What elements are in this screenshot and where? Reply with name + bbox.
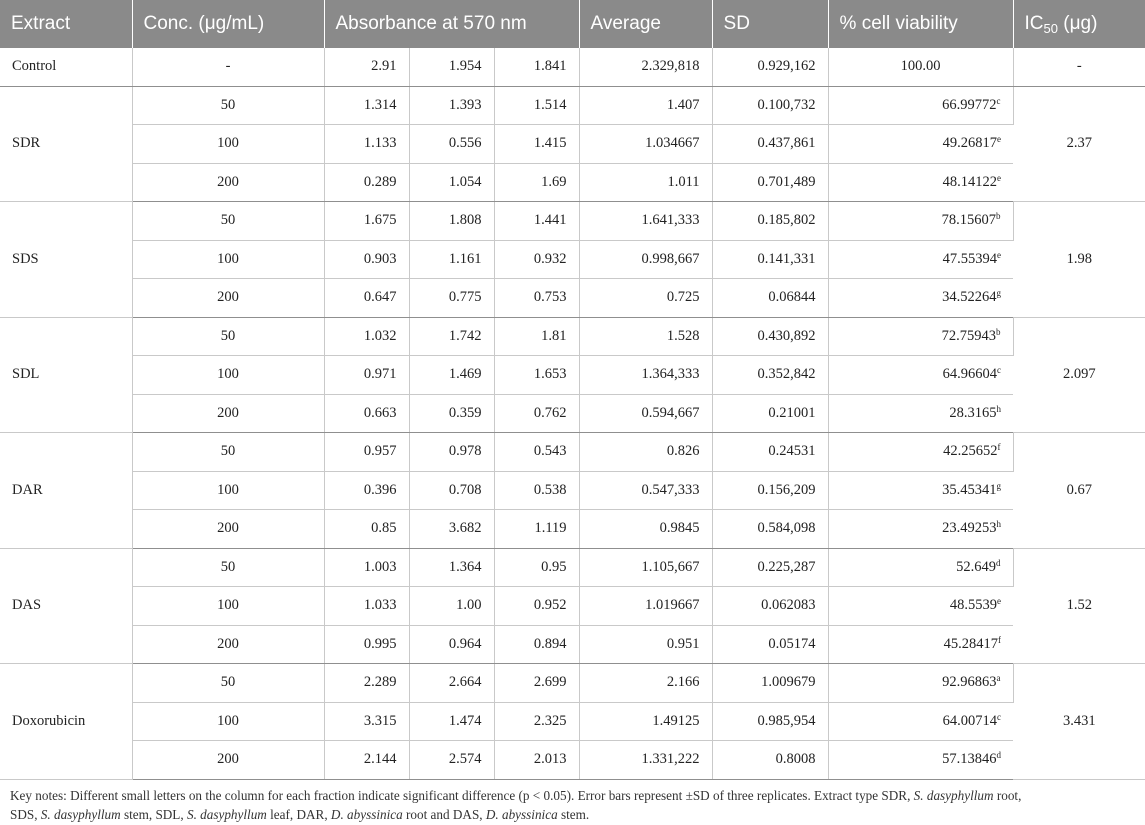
absorbance-3-cell: 2.325 <box>494 702 579 741</box>
absorbance-1-cell: 0.903 <box>324 240 409 279</box>
viability-value: 72.75943 <box>941 327 997 344</box>
extract-name: DAR <box>0 433 132 549</box>
sd-cell: 0.352,842 <box>712 356 828 395</box>
significance-letter: c <box>996 95 1001 106</box>
absorbance-1-cell: 0.971 <box>324 356 409 395</box>
sd-cell: 1.009679 <box>712 664 828 703</box>
header-row <box>0 0 1145 48</box>
absorbance-2-cell: 2.664 <box>409 664 494 703</box>
absorbance-3-cell: 2.013 <box>494 741 579 780</box>
control-row <box>0 48 1145 86</box>
viability-value: 49.26817 <box>942 135 998 152</box>
absorbance-2-cell: 1.364 <box>409 548 494 587</box>
absorbance-3-cell: 1.69 <box>494 163 579 202</box>
table-body <box>0 48 1145 779</box>
conc-cell: 50 <box>132 317 324 356</box>
average-cell: 1.331,222 <box>579 741 712 780</box>
significance-letter: d <box>996 557 1001 568</box>
header-average: Average <box>579 0 712 48</box>
conc-cell: 50 <box>132 86 324 125</box>
viability-cell <box>828 471 1013 510</box>
absorbance-3-cell: 1.119 <box>494 510 579 549</box>
average-cell: 1.019667 <box>579 587 712 626</box>
absorbance-3-cell: 1.653 <box>494 356 579 395</box>
conc-cell: 50 <box>132 202 324 241</box>
significance-letter: d <box>996 750 1002 761</box>
absorbance-1-cell: 3.315 <box>324 702 409 741</box>
viability-cell <box>828 625 1013 664</box>
absorbance-3-cell: 0.762 <box>494 394 579 433</box>
absorbance-1-cell: 0.663 <box>324 394 409 433</box>
average-cell: 0.9845 <box>579 510 712 549</box>
notes-text-5: leaf, DAR, <box>266 807 331 822</box>
absorbance-3-cell: 0.952 <box>494 587 579 626</box>
sd-cell: 0.21001 <box>712 394 828 433</box>
table-row <box>0 163 1145 202</box>
absorbance-3-cell: 1.415 <box>494 125 579 164</box>
ic50-cell: 2.097 <box>1013 317 1145 433</box>
absorbance-2-cell: 1.054 <box>409 163 494 202</box>
significance-letter: e <box>997 134 1002 145</box>
average-cell: 1.641,333 <box>579 202 712 241</box>
significance-letter: g <box>996 480 1002 491</box>
control-absorbance-1: 2.91 <box>324 48 409 86</box>
header-extract: Extract <box>0 0 132 48</box>
header-viability: % cell viability <box>828 0 1013 48</box>
sd-cell: 0.141,331 <box>712 240 828 279</box>
sd-cell: 0.05174 <box>712 625 828 664</box>
absorbance-1-cell: 0.85 <box>324 510 409 549</box>
average-cell: 1.364,333 <box>579 356 712 395</box>
absorbance-1-cell: 1.032 <box>324 317 409 356</box>
absorbance-2-cell: 1.742 <box>409 317 494 356</box>
conc-cell: 50 <box>132 433 324 472</box>
viability-value: 48.5539 <box>949 597 998 614</box>
conc-cell: 100 <box>132 702 324 741</box>
viability-value: 66.99772 <box>942 96 997 113</box>
extract-name: Doxorubicin <box>0 664 132 780</box>
key-notes <box>10 786 1135 824</box>
average-cell: 0.725 <box>579 279 712 318</box>
sd-cell: 0.701,489 <box>712 163 828 202</box>
viability-value: 47.55394 <box>942 250 998 267</box>
header-conc: Conc. (μg/mL) <box>132 0 324 48</box>
average-cell: 0.951 <box>579 625 712 664</box>
absorbance-3-cell: 0.894 <box>494 625 579 664</box>
absorbance-1-cell: 0.647 <box>324 279 409 318</box>
absorbance-1-cell: 1.003 <box>324 548 409 587</box>
sd-cell: 0.156,209 <box>712 471 828 510</box>
control-average: 2.329,818 <box>579 48 712 86</box>
extract-name: SDL <box>0 317 132 433</box>
conc-cell: 100 <box>132 240 324 279</box>
table-row <box>0 317 1145 356</box>
table-row <box>0 471 1145 510</box>
significance-letter: b <box>996 326 1001 337</box>
viability-value: 52.649 <box>956 558 997 575</box>
viability-cell <box>828 741 1013 780</box>
average-cell: 1.034667 <box>579 125 712 164</box>
absorbance-3-cell: 1.441 <box>494 202 579 241</box>
viability-value: 78.15607 <box>941 212 997 229</box>
viability-cell <box>828 240 1013 279</box>
viability-value: 28.3165 <box>949 404 997 421</box>
viability-cell <box>828 279 1013 318</box>
conc-cell: 200 <box>132 163 324 202</box>
absorbance-1-cell: 0.396 <box>324 471 409 510</box>
viability-value: 57.13846 <box>942 751 997 768</box>
average-cell: 1.528 <box>579 317 712 356</box>
absorbance-3-cell: 0.932 <box>494 240 579 279</box>
table-row <box>0 664 1145 703</box>
ic50-prefix: IC <box>1024 13 1044 34</box>
ic50-subscript: 50 <box>1043 21 1058 36</box>
average-cell: 1.011 <box>579 163 712 202</box>
notes-species-3: S. dasyphyllum <box>186 807 267 822</box>
viability-cell <box>828 125 1013 164</box>
notes-species-4: D. abyssinica <box>330 807 403 822</box>
notes-species-1: S. dasyphyllum <box>913 788 994 803</box>
significance-letter: c <box>997 711 1002 722</box>
absorbance-2-cell: 0.359 <box>409 394 494 433</box>
significance-letter: e <box>997 249 1002 260</box>
viability-cell <box>828 394 1013 433</box>
absorbance-2-cell: 1.393 <box>409 86 494 125</box>
table-row <box>0 394 1145 433</box>
sd-cell: 0.430,892 <box>712 317 828 356</box>
table-row <box>0 240 1145 279</box>
table-row <box>0 86 1145 125</box>
viability-cell <box>828 163 1013 202</box>
table-row <box>0 125 1145 164</box>
table-row <box>0 279 1145 318</box>
ic50-cell: 2.37 <box>1013 86 1145 202</box>
absorbance-2-cell: 0.708 <box>409 471 494 510</box>
control-ic50: - <box>1013 48 1145 86</box>
absorbance-1-cell: 1.675 <box>324 202 409 241</box>
ic50-cell: 1.52 <box>1013 548 1145 664</box>
absorbance-1-cell: 0.995 <box>324 625 409 664</box>
control-extract: Control <box>0 48 132 86</box>
sd-cell: 0.8008 <box>712 741 828 780</box>
notes-text-6: root and DAS, <box>402 807 486 822</box>
viability-cell <box>828 664 1013 703</box>
absorbance-3-cell: 1.81 <box>494 317 579 356</box>
viability-value: 35.45341 <box>942 481 997 498</box>
table-row <box>0 510 1145 549</box>
ic50-cell: 3.431 <box>1013 664 1145 780</box>
absorbance-2-cell: 3.682 <box>409 510 494 549</box>
absorbance-2-cell: 0.556 <box>409 125 494 164</box>
sd-cell: 0.584,098 <box>712 510 828 549</box>
notes-text-7: stem. <box>557 807 590 822</box>
absorbance-2-cell: 1.469 <box>409 356 494 395</box>
notes-text-1: Key notes: Different small letters on the column for each fraction indicate significant difference (p < 0.05). Error bars represent ±SD of three replicates. Extract type SDR, <box>10 788 914 803</box>
absorbance-2-cell: 1.00 <box>409 587 494 626</box>
average-cell: 1.407 <box>579 86 712 125</box>
absorbance-2-cell: 1.808 <box>409 202 494 241</box>
average-cell: 0.826 <box>579 433 712 472</box>
absorbance-2-cell: 1.161 <box>409 240 494 279</box>
table-row <box>0 625 1145 664</box>
absorbance-3-cell: 0.538 <box>494 471 579 510</box>
ic50-cell: 0.67 <box>1013 433 1145 549</box>
significance-letter: h <box>996 519 1002 530</box>
absorbance-1-cell: 0.957 <box>324 433 409 472</box>
absorbance-3-cell: 0.543 <box>494 433 579 472</box>
viability-cell <box>828 356 1013 395</box>
ic50-cell: 1.98 <box>1013 202 1145 318</box>
average-cell: 0.998,667 <box>579 240 712 279</box>
average-cell: 1.49125 <box>579 702 712 741</box>
significance-letter: a <box>996 673 1001 684</box>
conc-cell: 100 <box>132 125 324 164</box>
control-conc: - <box>132 48 324 86</box>
viability-cell <box>828 548 1013 587</box>
table-row <box>0 433 1145 472</box>
viability-cell <box>828 587 1013 626</box>
absorbance-1-cell: 0.289 <box>324 163 409 202</box>
notes-text-2: root, <box>993 788 1022 803</box>
average-cell: 1.105,667 <box>579 548 712 587</box>
conc-cell: 200 <box>132 741 324 780</box>
viability-value: 42.25652 <box>943 443 998 460</box>
viability-value: 45.28417 <box>943 635 999 652</box>
significance-letter: h <box>996 403 1002 414</box>
control-absorbance-2: 1.954 <box>409 48 494 86</box>
significance-letter: e <box>997 596 1002 607</box>
viability-cell <box>828 317 1013 356</box>
table-row <box>0 548 1145 587</box>
viability-cell <box>828 702 1013 741</box>
conc-cell: 200 <box>132 625 324 664</box>
table-row <box>0 741 1145 780</box>
sd-cell: 0.985,954 <box>712 702 828 741</box>
notes-species-5: D. abyssinica <box>485 807 558 822</box>
header-absorbance: Absorbance at 570 nm <box>324 0 579 48</box>
conc-cell: 100 <box>132 356 324 395</box>
sd-cell: 0.24531 <box>712 433 828 472</box>
sd-cell: 0.100,732 <box>712 86 828 125</box>
viability-value: 34.52264 <box>942 289 997 306</box>
absorbance-2-cell: 0.978 <box>409 433 494 472</box>
viability-cell <box>828 510 1013 549</box>
conc-cell: 200 <box>132 510 324 549</box>
absorbance-2-cell: 0.964 <box>409 625 494 664</box>
control-viability: 100.00 <box>828 48 1013 86</box>
notes-text-3: SDS, <box>10 807 41 822</box>
absorbance-3-cell: 0.95 <box>494 548 579 587</box>
table-row <box>0 587 1145 626</box>
significance-letter: g <box>996 288 1002 299</box>
conc-cell: 200 <box>132 394 324 433</box>
significance-letter: f <box>998 634 1002 645</box>
absorbance-1-cell: 1.133 <box>324 125 409 164</box>
absorbance-1-cell: 1.314 <box>324 86 409 125</box>
notes-species-2: S. dasyphyllum <box>40 807 121 822</box>
viability-cell <box>828 202 1013 241</box>
header-sd: SD <box>712 0 828 48</box>
notes-text-4: stem, SDL, <box>120 807 187 822</box>
absorbance-3-cell: 1.514 <box>494 86 579 125</box>
viability-cell <box>828 86 1013 125</box>
conc-cell: 50 <box>132 664 324 703</box>
sd-cell: 0.062083 <box>712 587 828 626</box>
header-ic50 <box>1013 0 1145 48</box>
viability-value: 92.96863 <box>942 674 997 691</box>
viability-value: 64.96604 <box>942 366 998 383</box>
absorbance-2-cell: 0.775 <box>409 279 494 318</box>
significance-letter: b <box>996 211 1001 222</box>
absorbance-3-cell: 2.699 <box>494 664 579 703</box>
absorbance-1-cell: 1.033 <box>324 587 409 626</box>
significance-letter: f <box>997 442 1001 453</box>
viability-value: 64.00714 <box>942 712 998 729</box>
average-cell: 0.547,333 <box>579 471 712 510</box>
conc-cell: 50 <box>132 548 324 587</box>
absorbance-2-cell: 2.574 <box>409 741 494 780</box>
ic50-suffix: (μg) <box>1058 13 1098 34</box>
sd-cell: 0.225,287 <box>712 548 828 587</box>
control-sd: 0.929,162 <box>712 48 828 86</box>
sd-cell: 0.185,802 <box>712 202 828 241</box>
conc-cell: 100 <box>132 471 324 510</box>
average-cell: 0.594,667 <box>579 394 712 433</box>
viability-value: 48.14122 <box>942 173 998 190</box>
extract-name: SDR <box>0 86 132 202</box>
absorbance-2-cell: 1.474 <box>409 702 494 741</box>
table-row <box>0 356 1145 395</box>
conc-cell: 200 <box>132 279 324 318</box>
significance-letter: c <box>997 365 1002 376</box>
extract-name: DAS <box>0 548 132 664</box>
table-row <box>0 702 1145 741</box>
absorbance-1-cell: 2.289 <box>324 664 409 703</box>
sd-cell: 0.437,861 <box>712 125 828 164</box>
absorbance-1-cell: 2.144 <box>324 741 409 780</box>
viability-value: 23.49253 <box>942 520 997 537</box>
absorbance-3-cell: 0.753 <box>494 279 579 318</box>
extract-name: SDS <box>0 202 132 318</box>
significance-letter: e <box>997 172 1002 183</box>
control-absorbance-3: 1.841 <box>494 48 579 86</box>
average-cell: 2.166 <box>579 664 712 703</box>
viability-cell <box>828 433 1013 472</box>
conc-cell: 100 <box>132 587 324 626</box>
table-row <box>0 202 1145 241</box>
sd-cell: 0.06844 <box>712 279 828 318</box>
